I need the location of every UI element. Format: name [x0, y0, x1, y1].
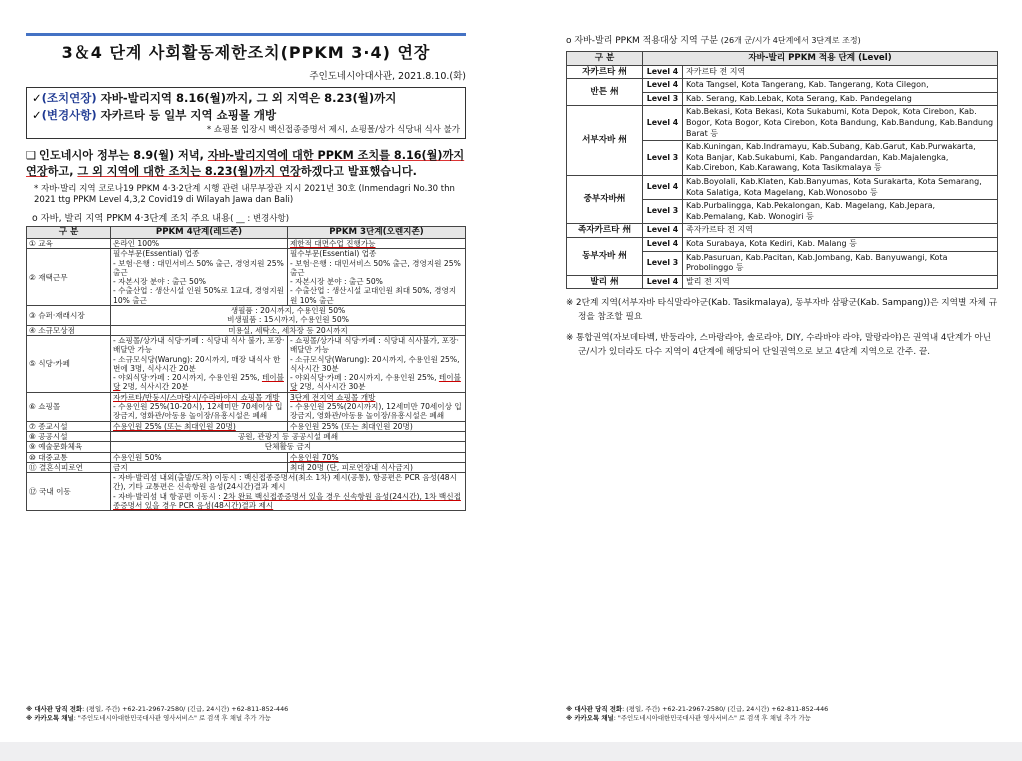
- table-row: [27, 392, 466, 421]
- table-row: [27, 335, 466, 392]
- cell-line: [113, 373, 285, 392]
- region-cell: 발리 전 지역: [683, 275, 998, 289]
- table-cell: [287, 452, 465, 462]
- table-row: [567, 65, 998, 79]
- table-cell: [287, 392, 465, 421]
- region-heading-text: o 자바-발리 PPKM 적용대상 지역 구분: [566, 36, 718, 46]
- table-cell: [111, 249, 288, 306]
- row-label: ① 교육: [27, 239, 111, 249]
- region-table-heading: [566, 33, 998, 46]
- level-cell: Level 3: [643, 251, 683, 275]
- changed-text: 3단계 전지역 쇼핑몰 개방: [289, 392, 376, 402]
- row-label: ⑨ 예술문화체육: [27, 442, 111, 452]
- summary-tag-1: (조치연장): [41, 91, 97, 105]
- left-page: [26, 33, 466, 511]
- table-cell: 공원, 관광지 등 공공시설 폐쇄: [111, 431, 466, 441]
- table1-heading-text: o 자바, 발리 지역 PPKM 4·3단계 조치 주요 내용: [32, 213, 231, 224]
- check-icon: ✓: [32, 91, 42, 105]
- right-page: [566, 33, 998, 359]
- row-label: ⑥ 쇼핑몰: [27, 392, 111, 421]
- checkbox-bullet-icon: ❑: [26, 149, 37, 162]
- footer-line: [566, 714, 828, 723]
- page-title-suffix: (PPKM 3·4) 연장: [280, 43, 431, 62]
- table-row: [27, 462, 466, 472]
- changed-text: 테이블당: [113, 373, 284, 392]
- row-label: ⑦ 종교시설: [27, 421, 111, 431]
- cell-line: - 자바·발리섬 내외(출발/도착) 이동시 : 백신접종증명서(최소 1차) 제시(공통), 항공편은 PCR 음성(48시간), 기타 교통편은 신속항원 음성(24시간)결과 제시: [113, 473, 457, 492]
- footer-label: ※ 대사관 당직 전화: [26, 705, 83, 713]
- region-cell: Kota Surabaya, Kota Kediri, Kab. Malang 등: [683, 237, 998, 251]
- changed-text: 수용인원 25% (또는 최대인원 20명): [113, 421, 236, 431]
- province-cell: 중부자바州: [567, 175, 643, 223]
- table-cell: 단체활동 금지: [111, 442, 466, 452]
- viewer-bottom-strip: [0, 742, 1022, 761]
- table-header: 구 분: [567, 52, 643, 66]
- table-row: [567, 175, 998, 199]
- cell-line: - 자본시장 분야 : 출근 50%: [113, 277, 206, 287]
- table-cell: 최대 20명 (단, 피로연장내 식사금지): [287, 462, 465, 472]
- level-cell: Level 4: [643, 275, 683, 289]
- cell-line: - 수출산업 : 생산시설 교대인원 최대 50%, 경영지원 10% 출근: [289, 286, 457, 305]
- region-cell: Kota Tangsel, Kota Tangerang, Kab. Tangerang, Kota Cilegon,: [683, 79, 998, 93]
- para-part-3: 하고,: [47, 165, 78, 178]
- table-row: [27, 473, 466, 511]
- footer-text: : (평일, 주간) +62-21-2967-2580/ (긴급, 24시간) +62-811-852-446: [622, 705, 829, 713]
- table-header: PPKM 4단계(레드존): [111, 227, 288, 239]
- level-cell: Level 3: [643, 141, 683, 176]
- cell-line: [290, 373, 463, 392]
- table-cell: 금지: [111, 462, 288, 472]
- row-label: ③ 슈퍼·재래시장: [27, 306, 111, 326]
- cell-line: - 수용인원 25%(20시까지), 12세미만 70세이상 입장금지, 영화관/아동용 놀이장/유흥시설은 폐쇄: [289, 402, 462, 421]
- table-cell: [111, 335, 288, 392]
- changed-text: 수용인원 70%: [289, 452, 339, 462]
- footer-label: ※ 카카오톡 채널: [566, 714, 614, 722]
- table-cell: 온라인 100%: [111, 239, 288, 249]
- table-cell: [287, 239, 465, 249]
- summary-line-1: [32, 90, 460, 107]
- table-header: 자바-발리 PPKM 적용 단계 (Level): [643, 52, 998, 66]
- table-header-row: [27, 227, 466, 239]
- cell-line: 비생필품 : 15시까지, 수용인원 50%: [227, 315, 349, 325]
- table-header: PPKM 3단계(오렌지존): [287, 227, 465, 239]
- title-block: [26, 33, 466, 63]
- table-row: [27, 249, 466, 306]
- directive-note: * 자바·발리 지역 코로나19 PPKM 4·3·2단계 시행 관련 내무부장관 지시 2021년 30호 (Inmendagri No.30 thn 2021 ttg PPKM Level 4,3,2 Covid19 di Wilayah Jawa dan Bali): [34, 184, 455, 205]
- table-cell: [111, 473, 466, 511]
- cell-line: - 자본시장 분야 : 출근 50%: [289, 277, 383, 287]
- table-cell: 수용인원 50%: [111, 452, 288, 462]
- cell-text: - 자바·발리섬 내 항공편 이동시 :: [113, 491, 224, 501]
- level2-note: ※ 2단계 지역(서부자바 타식말라야군(Kab. Tasikmalaya), 동부자바 삼팡군(Kab. Sampang))은 지역별 자체 규정을 참조할 필요: [566, 298, 998, 322]
- integrated-region-note: ※ 통합권역(자보데타벡, 반둥라야, 스마랑라야, 솔로라야, DIY, 수라바야 라야, 말랑라야)은 권역내 4단계가 아닌 군/시가 있더라도 다수 지역이 4단계에 해당되어 단일권역으로 보고 4단계 지역으로 간주. 끝.: [566, 333, 992, 357]
- footer-text: : "주인도네시아대한민국대사관 영사서비스" 로 검색 후 채널 추가 가능: [613, 714, 811, 722]
- province-cell: 동부자바 州: [567, 237, 643, 275]
- table-row: [567, 237, 998, 251]
- level-cell: Level 4: [643, 65, 683, 79]
- table-row: [27, 442, 466, 452]
- summary-box: [26, 87, 466, 139]
- region-cell: Kab.Purbalingga, Kab.Pekalongan, Kab. Magelang, Kab.Jepara, Kab.Pemalang, Kab. Wonogiri 등: [683, 200, 998, 224]
- cell-line: 필수부문(Essential) 업종: [113, 249, 200, 259]
- para-part-5: 하겠다고 발표했습니다.: [300, 165, 417, 178]
- table-header: 구 분: [27, 227, 111, 239]
- summary-line-2: [32, 107, 460, 124]
- cell-text: 2명, 식사시간 20분: [120, 382, 189, 392]
- table1-heading: [26, 210, 466, 224]
- summary-note: * 쇼핑몰 입장시 백신접종증명서 제시, 쇼핑몰/상가 식당내 식사 불가: [206, 125, 460, 135]
- table-row: [27, 325, 466, 335]
- footer-text: : "주인도네시아대한민국대사관 영사서비스" 로 검색 후 채널 추가 가능: [73, 714, 271, 722]
- table-cell: 미용실, 세탁소, 세차장 등 20시까지: [111, 325, 466, 335]
- footer-text: : (평일, 주간) +62-21-2967-2580/ (긴급, 24시간) +62-811-852-446: [82, 705, 289, 713]
- announcement-paragraph: [26, 148, 466, 180]
- table-cell: 수용인원 25% (또는 최대인원 20명): [287, 421, 465, 431]
- footer-line: [26, 705, 288, 714]
- dateline: 주인도네시아대사관, 2021.8.10.(화): [309, 71, 466, 82]
- table1-heading-note: ( __ : 변경사항): [230, 214, 290, 224]
- changed-text: 2차 완료 백신접종증명서 있을 경우 신속항원 음성(24시간), 1차 백신접종증명서 있을 경우 PCR 음성(48시간)결과 제시: [113, 491, 461, 511]
- level-cell: Level 4: [643, 237, 683, 251]
- changed-text: 자카르타/반둥시/스마랑시/수라바야시 쇼핑몰 개방: [113, 392, 280, 402]
- table-row: [567, 79, 998, 93]
- summary-text-2: 자카르타 등 일부 지역 쇼핑몰 개방: [100, 108, 277, 122]
- footer-line: [26, 714, 288, 723]
- level-cell: Level 4: [643, 175, 683, 199]
- table-cell: [111, 306, 466, 326]
- province-cell: 자카르타 州: [567, 65, 643, 79]
- table-header-row: [567, 52, 998, 66]
- region-cell: 자카르타 전 지역: [683, 65, 998, 79]
- cell-line: - 쇼핑몰/상가내 식당·카페 : 식당내 식사 불가, 포장·배달만 가능: [113, 335, 285, 355]
- cell-line: - 쇼핑몰/상가내 식당·카페 : 식당내 식사불가, 포장·배달만 가능: [289, 335, 459, 355]
- check-icon: ✓: [32, 108, 42, 122]
- table-row: [567, 275, 998, 289]
- para-part-4: 그 외 지역에 대한 조치는 8.23(월)까지 연장: [77, 165, 301, 178]
- table-cell: [287, 249, 465, 306]
- row-label: ② 재택근무: [27, 249, 111, 306]
- province-cell: 반튼 州: [567, 79, 643, 106]
- row-label: ⑧ 공공시설: [27, 431, 111, 441]
- cell-line: [113, 492, 463, 511]
- level-cell: Level 4: [643, 106, 683, 141]
- row-label: ⑩ 대중교통: [27, 452, 111, 462]
- province-cell: 서부자바 州: [567, 106, 643, 176]
- cell-line: - 수출산업 : 생산시설 인원 50%로 1교대, 경영지원 10% 출근: [113, 286, 285, 305]
- cell-line: - 보험·은행 : 대민서비스 50% 출근, 경영지원 25% 출근: [113, 258, 284, 277]
- left-footer: [26, 705, 288, 723]
- table-row: [27, 306, 466, 326]
- region-cell: Kab.Boyolali, Kab.Klaten, Kab.Banyumas, Kota Surakarta, Kota Semarang, Kota Salatiga, Kota Magelang, Kab.Wonosobo 등: [683, 175, 998, 199]
- region-cell: Kab.Pasuruan, Kab.Pacitan, Kab.Jombang, Kab. Banyuwangi, Kota Probolinggo 등: [683, 251, 998, 275]
- cell-text: 2명, 식사시간 30분: [297, 382, 366, 392]
- footer-label: ※ 대사관 당직 전화: [566, 705, 623, 713]
- region-cell: Kab.Kuningan, Kab.Indramayu, Kab.Subang, Kab.Garut, Kab.Purwakarta, Kota Banjar, Kab.Sukabumi, Kab. Pangandardan, Kab.Majalengka, Kab.Cirebon, Kab.Karawang, Kota Tasikmalaya 등: [683, 141, 998, 176]
- table-row: [27, 239, 466, 249]
- footer-line: [566, 705, 828, 714]
- province-cell: 발리 州: [567, 275, 643, 289]
- table-cell: [111, 392, 288, 421]
- ppkm-measures-table: [26, 226, 466, 511]
- row-label: ⑪ 결혼식피로연: [27, 462, 111, 472]
- province-cell: 족자카르타 州: [567, 224, 643, 238]
- cell-line: 필수부문(Essential) 업종: [289, 249, 377, 259]
- row-label: ⑫ 국내 이동: [27, 473, 111, 511]
- table-cell: [111, 421, 288, 431]
- cell-line: - 수용인원 25%(10-20시), 12세미만 70세이상 입장금지, 영화관/아동용 놀이장/유흥시설은 폐쇄: [113, 402, 283, 421]
- footer-label: ※ 카카오톡 채널: [26, 714, 74, 722]
- table-row: [27, 421, 466, 431]
- region-level-table: [566, 51, 998, 289]
- cell-text: - 야외식당·카페 : 20시까지, 수용인원 25%,: [113, 373, 262, 383]
- region-cell: 족자카르타 전 지역: [683, 224, 998, 238]
- summary-tag-2: (변경사항): [41, 108, 97, 122]
- cell-text: - 야외식당·카페 : 20시까지, 수용인원 25%,: [289, 373, 439, 383]
- region-cell: Kab.Bekasi, Kota Bekasi, Kota Sukabumi, Kota Depok, Kota Cirebon, Kab. Bogor, Kota Bogor, Kota Cirebon, Kota Bandung, Kab.Bandung, Kab.Bandung Barat 등: [683, 106, 998, 141]
- changed-text: 제한적 대면수업 진행가능: [289, 239, 376, 248]
- cell-line: - 보험·은행 : 대민서비스 50% 출근, 경영지원 25% 출근: [289, 258, 461, 277]
- level-cell: Level 3: [643, 200, 683, 224]
- level-cell: Level 3: [643, 92, 683, 106]
- summary-text-1: 자바-발리지역 8.16(월)까지, 그 외 지역은 8.23(월)까지: [100, 91, 397, 105]
- cell-line: - 소규모식당(Warung): 20시까지, 수용인원 25%, 식사시간 30분: [289, 354, 460, 373]
- table-row: [567, 106, 998, 141]
- table-row: [27, 452, 466, 462]
- region-cell: Kab. Serang, Kab.Lebak, Kota Serang, Kab. Pandegelang: [683, 92, 998, 106]
- table-row: [27, 431, 466, 441]
- para-part-2: 자바-발리지역에 대한 PPKM 조치를 8.16(월)까지 연장: [26, 149, 465, 178]
- para-part-1: 인도네시아 정부는 8.9(월) 저녁,: [39, 149, 208, 162]
- table-row: [567, 224, 998, 238]
- level-cell: Level 4: [643, 79, 683, 93]
- row-label: ⑤ 식당·카페: [27, 335, 111, 392]
- cell-line: 생필품 : 20시까지, 수용인원 50%: [230, 306, 346, 316]
- changed-text: 테이블당: [289, 373, 461, 392]
- row-label: ④ 소규모상점: [27, 325, 111, 335]
- right-footer: [566, 705, 828, 723]
- level-cell: Level 4: [643, 224, 683, 238]
- cell-line: - 소규모식당(Warung): 20시까지, 매장 내식사 한번에 3명, 식사시간 20분: [113, 354, 281, 373]
- table-cell: [287, 335, 465, 392]
- page-title: 3＆4 단계 사회활동제한조치: [61, 43, 281, 62]
- region-heading-note: (26개 군/시가 4단계에서 3단계로 조정): [720, 36, 861, 45]
